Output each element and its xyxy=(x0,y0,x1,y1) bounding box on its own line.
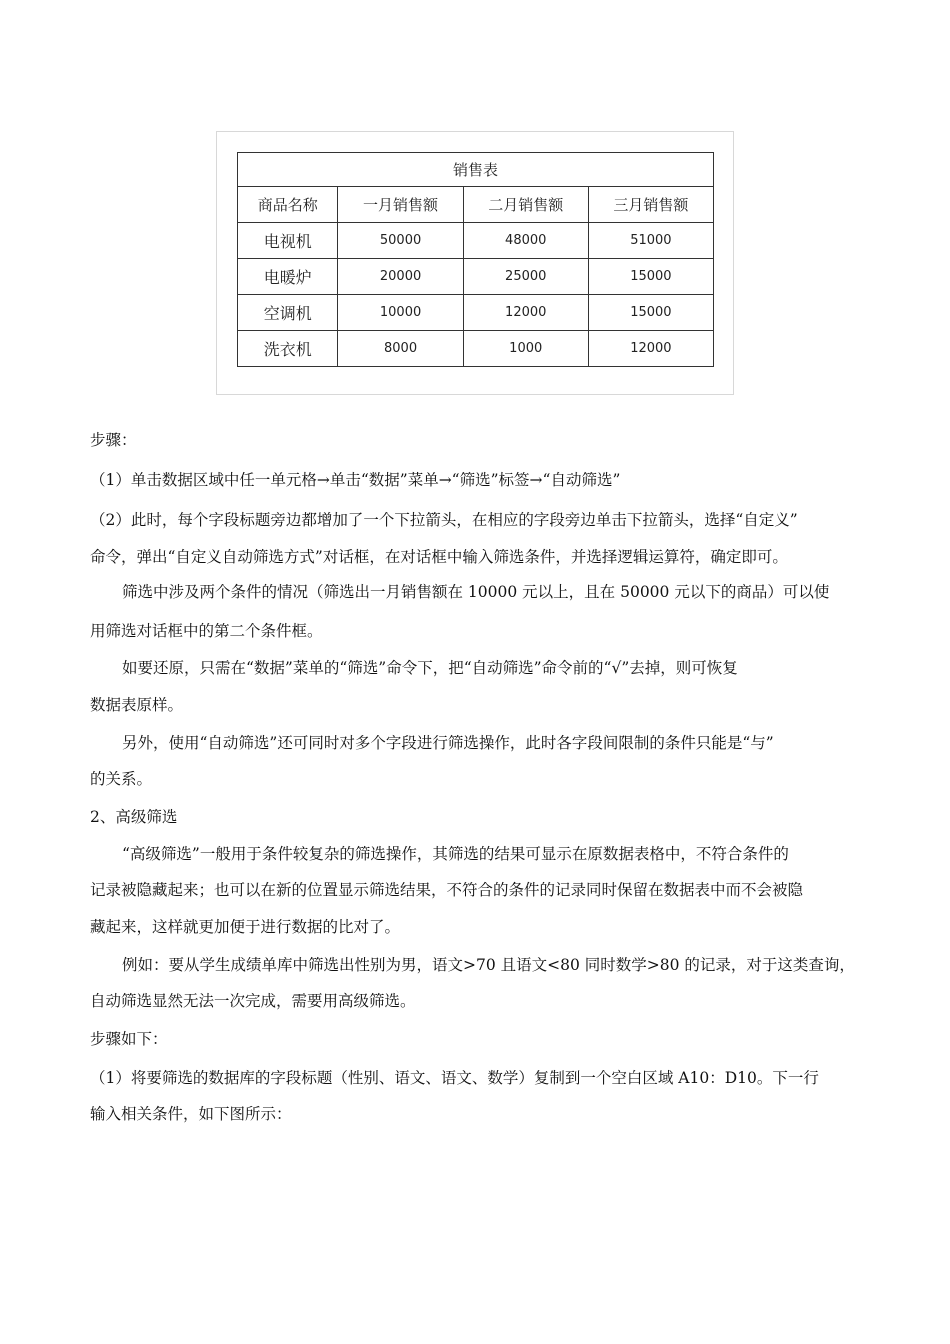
feb-sales-cell: 1000 xyxy=(463,331,588,367)
advanced-para-line-3: 藏起来，这样就更加便于进行数据的比对了。 xyxy=(90,918,401,936)
restore-para-line-1: 如要还原，只需在“数据”菜单的“筛选”命令下，把“自动筛选”命令前的“√”去掉，则可恢复 xyxy=(122,659,738,677)
mar-sales-cell: 51000 xyxy=(588,223,713,259)
two-condition-para-line-2: 用筛选对话框中的第二个条件框。 xyxy=(90,622,323,640)
jan-sales-cell: 50000 xyxy=(338,223,463,259)
product-name-cell: 空调机 xyxy=(238,295,338,331)
product-name-cell: 电视机 xyxy=(238,223,338,259)
example-para-line-1: 例如：要从学生成绩单库中筛选出性别为男，语文>70 且语文<80 同时数学>80 的记录，对于这类查询， xyxy=(122,956,855,974)
multi-field-para-line-1: 另外，使用“自动筛选”还可同时对多个字段进行筛选操作，此时各字段间限制的条件只能是“与” xyxy=(122,734,774,752)
two-condition-para-line-1: 筛选中涉及两个条件的情况（筛选出一月销售额在 10000 元以上，且在 50000 元以下的商品）可以使 xyxy=(122,583,830,601)
jan-sales-cell: 20000 xyxy=(338,259,463,295)
step-2-line-2: 命令，弹出“自定义自动筛选方式”对话框，在对话框中输入筛选条件，并选择逻辑运算符，确定即可。 xyxy=(90,548,788,566)
advanced-step-1-line-1: （1）将要筛选的数据库的字段标题（性别、语文、语文、数学）复制到一个空白区域 A10：D10。下一行 xyxy=(90,1069,819,1087)
table-title: 销售表 xyxy=(238,153,714,187)
advanced-para-line-1: “高级筛选”一般用于条件较复杂的筛选操作，其筛选的结果可显示在原数据表格中，不符合条件的 xyxy=(122,845,789,863)
advanced-para-line-2: 记录被隐藏起来；也可以在新的位置显示筛选结果，不符合的条件的记录同时保留在数据表中而不会被隐 xyxy=(90,881,804,899)
header-mar-sales: 三月销售额 xyxy=(588,187,713,223)
multi-field-para-line-2: 的关系。 xyxy=(90,770,153,788)
header-product-name: 商品名称 xyxy=(238,187,338,223)
mar-sales-cell: 15000 xyxy=(588,295,713,331)
advanced-step-1-line-2: 输入相关条件，如下图所示： xyxy=(90,1105,292,1123)
feb-sales-cell: 25000 xyxy=(463,259,588,295)
product-name-cell: 洗衣机 xyxy=(238,331,338,367)
jan-sales-cell: 10000 xyxy=(338,295,463,331)
table-header-row xyxy=(238,187,714,223)
table-row xyxy=(238,223,714,259)
header-feb-sales: 二月销售额 xyxy=(463,187,588,223)
advanced-filter-heading: 2、高级筛选 xyxy=(90,808,178,826)
table-row xyxy=(238,259,714,295)
sales-table-figure xyxy=(216,131,734,395)
table-row xyxy=(238,331,714,367)
jan-sales-cell: 8000 xyxy=(338,331,463,367)
mar-sales-cell: 15000 xyxy=(588,259,713,295)
step-1-line: （1）单击数据区域中任一单元格→单击“数据”菜单→“筛选”标签→“自动筛选” xyxy=(90,471,621,489)
mar-sales-cell: 12000 xyxy=(588,331,713,367)
sales-table xyxy=(237,152,714,367)
step-2-line-1: （2）此时，每个字段标题旁边都增加了一个下拉箭头，在相应的字段旁边单击下拉箭头，选择“自定义” xyxy=(90,511,798,529)
product-name-cell: 电暖炉 xyxy=(238,259,338,295)
feb-sales-cell: 12000 xyxy=(463,295,588,331)
header-jan-sales: 一月销售额 xyxy=(338,187,463,223)
example-para-line-2: 自动筛选显然无法一次完成，需要用高级筛选。 xyxy=(90,992,416,1010)
table-row xyxy=(238,295,714,331)
steps-heading: 步骤： xyxy=(90,431,137,449)
restore-para-line-2: 数据表原样。 xyxy=(90,696,184,714)
steps-below-heading: 步骤如下： xyxy=(90,1030,168,1048)
feb-sales-cell: 48000 xyxy=(463,223,588,259)
